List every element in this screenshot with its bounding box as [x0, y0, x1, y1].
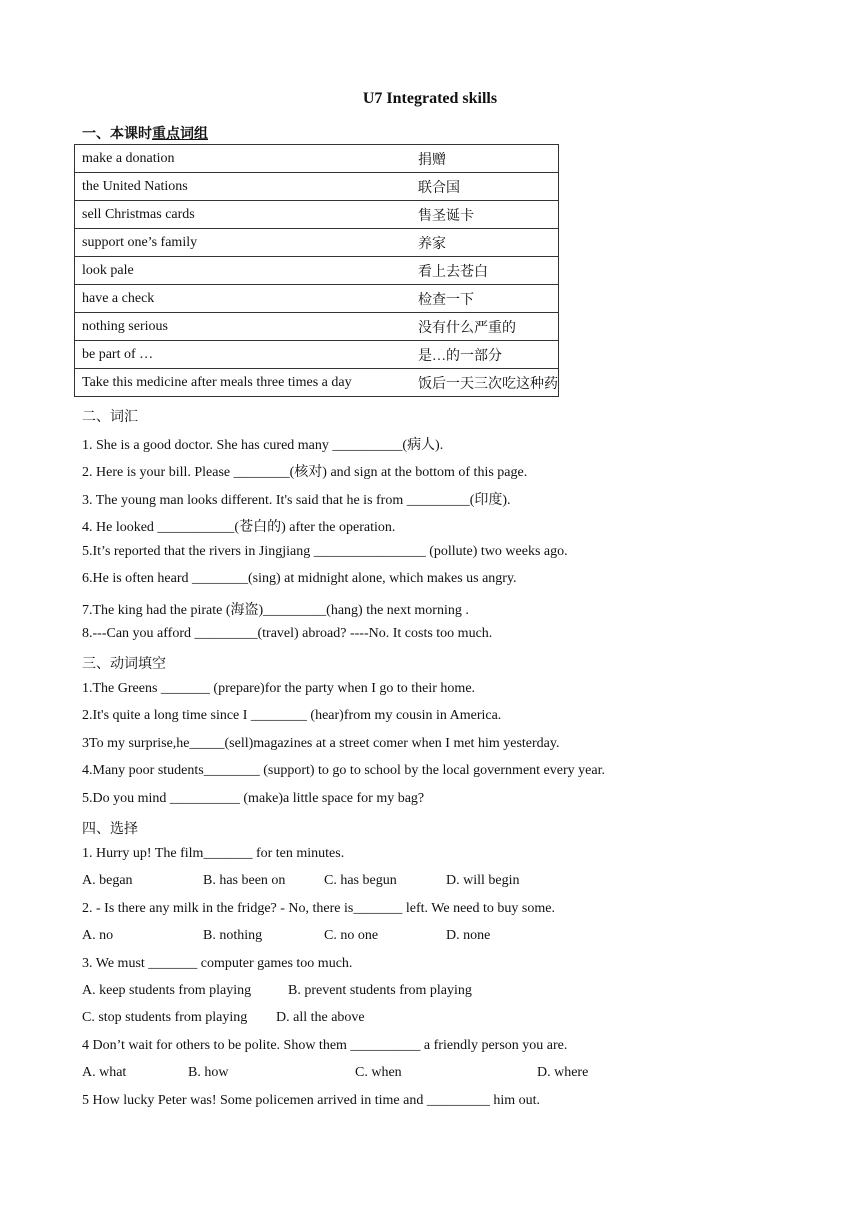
vocab-row [75, 145, 559, 173]
vocab-english: Take this medicine after meals three times a day [75, 369, 419, 397]
q2-option-c: C. no one [324, 928, 379, 943]
section2-heading: 二、词汇 [82, 410, 138, 425]
vocab-chinese: 联合国 [418, 173, 559, 201]
vocab-chinese: 没有什么严重的 [418, 313, 559, 341]
vocab-question-1: 1. She is a good doctor. She has cured many __________(病人). [82, 438, 444, 453]
vocab-english: make a donation [75, 145, 419, 173]
vocab-table [74, 144, 559, 397]
q2-option-b: B. nothing [203, 928, 263, 943]
verb-question-2: 2.It's quite a long time since I ________ (hear)from my cousin in America. [82, 708, 502, 723]
vocab-question-8: 8.---Can you afford _________(travel) abroad? ----No. It costs too much. [82, 626, 493, 641]
choice-question-1: 1. Hurry up! The film_______ for ten minutes. [82, 846, 345, 861]
q4-option-a: A. what [82, 1065, 127, 1080]
q2-option-d: D. none [446, 928, 491, 943]
verb-question-3: 3To my surprise,he_____(sell)magazines at a street comer when I met him yesterday. [82, 736, 560, 751]
vocab-chinese: 捐赠 [418, 145, 559, 173]
vocab-question-5: 5.It’s reported that the rivers in Jingjiang ________________ (pollute) two weeks ago. [82, 544, 568, 559]
vocab-chinese: 看上去苍白 [418, 257, 559, 285]
q1-option-b: B. has been on [203, 873, 286, 888]
q3-option-b: B. prevent students from playing [288, 983, 472, 998]
vocab-english: support one’s family [75, 229, 419, 257]
q1-option-c: C. has begun [324, 873, 397, 888]
q3-option-d: D. all the above [276, 1010, 365, 1025]
vocab-question-3: 3. The young man looks different. It's said that he is from _________(印度). [82, 493, 511, 508]
verb-question-4: 4.Many poor students________ (support) to go to school by the local government every year. [82, 763, 605, 778]
vocab-question-4: 4. He looked ___________(苍白的) after the operation. [82, 520, 396, 535]
vocab-row [75, 341, 559, 369]
page-title: U7 Integrated skills [362, 90, 498, 107]
choice-question-3: 3. We must _______ computer games too much. [82, 956, 353, 971]
vocab-row [75, 201, 559, 229]
section1-heading [82, 123, 208, 143]
choice-question-2: 2. - Is there any milk in the fridge? - No, there is_______ left. We need to buy some. [82, 901, 555, 916]
q2-option-a: A. no [82, 928, 114, 943]
vocab-chinese: 饭后一天三次吃这种药 [418, 369, 559, 397]
section1-underlined: 重点词组 [152, 127, 208, 142]
q4-option-c: C. when [355, 1065, 402, 1080]
vocab-english: be part of … [75, 341, 419, 369]
vocab-english: have a check [75, 285, 419, 313]
vocab-chinese: 养家 [418, 229, 559, 257]
vocab-row [75, 257, 559, 285]
q3-option-a: A. keep students from playing [82, 983, 252, 998]
vocab-chinese: 检查一下 [418, 285, 559, 313]
vocab-chinese: 售圣诞卡 [418, 201, 559, 229]
q1-option-a: A. began [82, 873, 133, 888]
vocab-question-6: 6.He is often heard ________(sing) at midnight alone, which makes us angry. [82, 571, 517, 586]
vocab-english: the United Nations [75, 173, 419, 201]
q4-option-b: B. how [188, 1065, 229, 1080]
section3-heading: 三、动词填空 [82, 657, 166, 672]
vocab-question-2: 2. Here is your bill. Please ________(核对) and sign at the bottom of this page. [82, 465, 528, 480]
vocab-english: nothing serious [75, 313, 419, 341]
section1-prefix: 一、本课时 [82, 127, 152, 142]
verb-question-1: 1.The Greens _______ (prepare)for the party when I go to their home. [82, 681, 476, 696]
vocab-row [75, 369, 559, 397]
vocab-row [75, 173, 559, 201]
verb-question-5: 5.Do you mind __________ (make)a little space for my bag? [82, 791, 425, 806]
q3-option-c: C. stop students from playing [82, 1010, 248, 1025]
q4-option-d: D. where [537, 1065, 589, 1080]
choice-question-4: 4 Don’t wait for others to be polite. Show them __________ a friendly person you are. [82, 1038, 568, 1053]
vocab-english: sell Christmas cards [75, 201, 419, 229]
choice-question-5: 5 How lucky Peter was! Some policemen arrived in time and _________ him out. [82, 1093, 541, 1108]
vocab-english: look pale [75, 257, 419, 285]
vocab-row [75, 229, 559, 257]
vocab-row [75, 313, 559, 341]
q1-option-d: D. will begin [446, 873, 520, 888]
vocab-chinese: 是…的一部分 [418, 341, 559, 369]
vocab-question-7: 7.The king had the pirate (海盗)_________(hang) the next morning . [82, 603, 469, 618]
section4-heading: 四、选择 [82, 822, 138, 837]
vocab-row [75, 285, 559, 313]
